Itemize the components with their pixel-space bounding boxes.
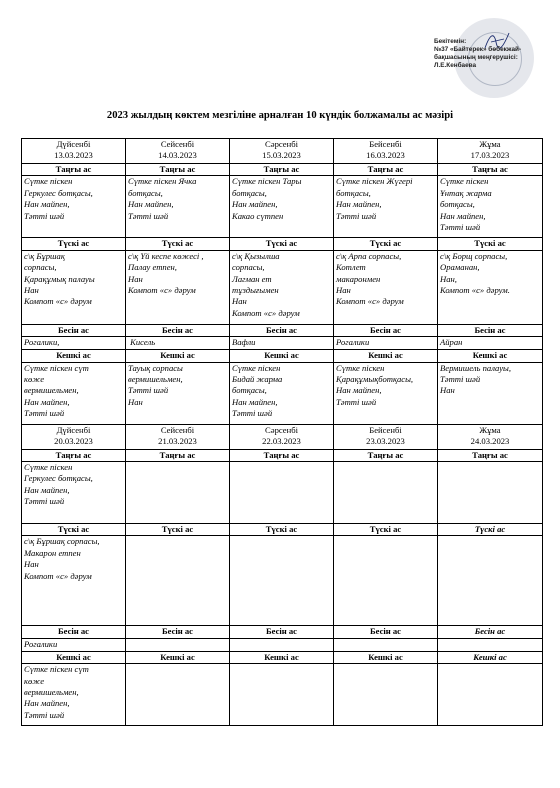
dish-line: Лагман ет	[232, 273, 272, 284]
dish-line: Тәтті шәй	[232, 408, 273, 419]
dish-line: Нан майпен,	[24, 698, 70, 709]
meal-label-row	[22, 651, 543, 663]
dish-line: Сүтке піскен	[24, 462, 73, 473]
lunch-cell	[438, 536, 543, 626]
dish-line: Сүтке піскен Тары	[232, 176, 302, 187]
dish-line: Нан майпен,	[24, 484, 70, 495]
meal-label-row	[22, 626, 543, 638]
dish-line: Геркулес ботқасы,	[24, 473, 93, 484]
dish-line: вермишельмен,	[24, 687, 79, 698]
dish-line: Тәтті шәй	[24, 496, 65, 507]
day-date: 23.03.2023	[366, 436, 405, 447]
dish-line: Нан	[336, 285, 351, 296]
lunch-label: Түскі ас	[126, 238, 230, 250]
dish-line: Ораманан,	[440, 262, 480, 273]
dish-line: Компот «с» дәрум	[128, 285, 196, 296]
day-name: Сәрсенбі	[265, 424, 298, 435]
snack-cell: Кисель	[126, 337, 230, 350]
breakfast-cell	[438, 176, 543, 238]
dish-line: макаронмен	[336, 273, 381, 284]
snack-cell	[230, 638, 334, 651]
lunch-label: Түскі ас	[230, 238, 334, 250]
snack-label: Бесін ас	[126, 626, 230, 638]
dish-line: Нан майпен,	[336, 385, 382, 396]
breakfast-label: Таңғы ас	[334, 164, 438, 176]
lunch-label: Түскі ас	[126, 524, 230, 536]
dish-line: Сүтке піскен Жүгері	[336, 176, 413, 187]
day-name: Дүйсенбі	[56, 139, 91, 149]
lunch-label: Түскі ас	[22, 524, 126, 536]
meal-label-row	[22, 238, 543, 250]
dish-line: вермишельмен,	[128, 374, 183, 385]
dish-line: Нан майпен,	[128, 199, 174, 210]
dish-line: Нан майпен,	[440, 210, 486, 221]
dinner-label: Кешкі ас	[230, 350, 334, 362]
breakfast-cell	[334, 462, 438, 524]
breakfast-cell	[126, 176, 230, 238]
dish-line: Сүтке піскен сүт	[24, 664, 89, 675]
dish-line: с\қ Бұршақ	[24, 250, 65, 261]
day-header-row	[22, 424, 543, 449]
dish-line: ботқасы,	[232, 385, 267, 396]
day-name: Жұма	[479, 424, 501, 435]
breakfast-row	[22, 176, 543, 238]
snack-label: Бесін ас	[334, 324, 438, 336]
dinner-cell	[126, 362, 230, 424]
dish-line: Тәтті шәй	[24, 408, 65, 419]
lunch-cell	[22, 536, 126, 626]
dish-line: Компот «с» дәрум	[24, 296, 92, 307]
page-title: 2023 жылдың көктем мезгіліне арналған 10 күндік болжамалы ас мәзірі	[106, 110, 454, 121]
dish-line: Тәтті шәй	[24, 709, 65, 720]
breakfast-label: Таңғы ас	[126, 449, 230, 461]
dish-line: тұздығымен	[232, 285, 279, 296]
breakfast-label: Таңғы ас	[22, 164, 126, 176]
dish-line: сорпасы,	[24, 262, 57, 273]
meal-label-row	[22, 350, 543, 362]
dish-line: ботқасы,	[440, 199, 475, 210]
day-name: Дүйсенбі	[56, 424, 91, 435]
breakfast-cell	[230, 462, 334, 524]
day-date: 21.03.2023	[158, 436, 197, 447]
breakfast-row	[22, 462, 543, 524]
day-header	[22, 424, 126, 449]
dish-line: Ұнтақ жарма	[440, 187, 492, 198]
lunch-label: Түскі ас	[438, 238, 543, 250]
snack-cell: Рогалики,	[22, 337, 126, 350]
dish-line: с\қ Бұршақ сорпасы,	[24, 536, 100, 547]
dish-line: Тәтті шәй	[336, 396, 377, 407]
dish-line: Нан майпен,	[24, 199, 70, 210]
dish-line: Нан майпен,	[336, 199, 382, 210]
approval-line: Бекітемін:	[434, 38, 467, 45]
breakfast-label: Таңғы ас	[22, 449, 126, 461]
dish-line: Какао сүтпен	[232, 210, 284, 221]
snack-cell	[438, 638, 543, 651]
dish-line: Нан	[128, 396, 143, 407]
dish-line: Тауық сорпасы	[128, 362, 183, 373]
meal-label-row	[22, 324, 543, 336]
dish-line: Сүтке піскен	[440, 176, 489, 187]
dinner-label: Кешкі ас	[334, 350, 438, 362]
dish-line: с\қ Қызылша	[232, 250, 280, 261]
day-header	[126, 424, 230, 449]
breakfast-label: Таңғы ас	[334, 449, 438, 461]
meal-label-row	[22, 449, 543, 461]
day-name: Бейсенбі	[369, 424, 402, 435]
snack-label: Бесін ас	[230, 626, 334, 638]
dish-line: көже	[24, 374, 45, 385]
snack-row	[22, 638, 543, 651]
lunch-cell	[126, 536, 230, 626]
day-date: 17.03.2023	[470, 150, 510, 161]
meal-label-row	[22, 524, 543, 536]
day-header	[22, 139, 126, 164]
dish-line: вермишельмен,	[24, 385, 79, 396]
snack-label: Бесін ас	[438, 324, 543, 336]
dish-line: Сүтке піскен	[232, 362, 281, 373]
dish-line: Компот «с» дәрум	[336, 296, 404, 307]
approval-stamp	[424, 14, 540, 96]
breakfast-label: Таңғы ас	[230, 164, 334, 176]
dinner-cell	[438, 664, 543, 726]
dish-line: Сүтке піскен сүт	[24, 362, 89, 373]
dish-line: Бидай жарма	[232, 374, 283, 385]
day-date: 13.03.2023	[54, 150, 93, 161]
dish-line: Тәтті шәй	[24, 210, 65, 221]
dish-line: Палау етпен,	[128, 262, 177, 273]
day-header	[438, 424, 543, 449]
dinner-cell	[22, 664, 126, 726]
day-header	[334, 424, 438, 449]
dinner-cell	[334, 664, 438, 726]
lunch-cell	[438, 250, 543, 324]
day-date: 16.03.2023	[366, 150, 405, 161]
lunch-label: Түскі ас	[22, 238, 126, 250]
dish-line: Компот «с» дәрум	[24, 570, 92, 581]
dish-line: Нан майпен,	[232, 396, 278, 407]
lunch-label: Түскі ас	[230, 524, 334, 536]
dish-line: Тәтті шәй	[128, 385, 169, 396]
dish-line: ботқасы,	[232, 187, 267, 198]
dish-line: Нан майпен,	[232, 199, 278, 210]
dish-line: Сүтке піскен	[336, 362, 385, 373]
dinner-cell	[230, 362, 334, 424]
day-name: Сәрсенбі	[265, 139, 298, 149]
snack-label: Бесін ас	[22, 324, 126, 336]
breakfast-cell	[438, 462, 543, 524]
lunch-label: Түскі ас	[438, 524, 543, 536]
meal-label-row	[22, 164, 543, 176]
dinner-label: Кешкі ас	[438, 350, 543, 362]
dinner-label: Кешкі ас	[126, 350, 230, 362]
dinner-row	[22, 664, 543, 726]
approval-text	[434, 38, 540, 70]
dish-line: Вермишель палауы,	[440, 362, 512, 373]
dish-line: Нан	[24, 559, 39, 570]
snack-cell: Айран	[438, 337, 543, 350]
dish-line: көже	[24, 675, 45, 686]
dish-line: Қарақұмықботқасы,	[336, 374, 414, 385]
day-name: Сейсенбі	[160, 139, 195, 149]
breakfast-label: Таңғы ас	[126, 164, 230, 176]
dish-line: Нан	[232, 296, 247, 307]
day-name: Жұма	[479, 139, 501, 149]
lunch-cell	[334, 250, 438, 324]
dinner-cell	[230, 664, 334, 726]
breakfast-label: Таңғы ас	[230, 449, 334, 461]
snack-cell: Вафли	[230, 337, 334, 350]
snack-cell	[126, 638, 230, 651]
day-header-row	[22, 139, 543, 164]
dinner-label: Кешкі ас	[126, 651, 230, 663]
day-name: Бейсенбі	[369, 139, 402, 149]
day-header	[230, 424, 334, 449]
dish-line: Тәтті шәй	[440, 374, 481, 385]
snack-label: Бесін ас	[334, 626, 438, 638]
dish-line: Тәтті шәй	[128, 210, 169, 221]
dish-line: Тәтті шәй	[440, 222, 481, 233]
dish-line: Макарон етпен	[24, 547, 81, 558]
dish-line: Нан	[440, 385, 455, 396]
dinner-label: Кешкі ас	[438, 651, 543, 663]
snack-label: Бесін ас	[126, 324, 230, 336]
dish-line: Нан майпен,	[24, 396, 70, 407]
breakfast-cell	[334, 176, 438, 238]
approval-line: №37 «Байтерек» бөбекжай-	[434, 46, 522, 53]
snack-label: Бесін ас	[438, 626, 543, 638]
dish-line: Қарақұмық палауы	[24, 273, 95, 284]
day-header	[334, 139, 438, 164]
dish-line: ботқасы,	[128, 187, 163, 198]
lunch-cell	[126, 250, 230, 324]
breakfast-cell	[126, 462, 230, 524]
day-header	[126, 139, 230, 164]
lunch-cell	[334, 536, 438, 626]
snack-label: Бесін ас	[22, 626, 126, 638]
dinner-cell	[438, 362, 543, 424]
day-date: 24.03.2023	[470, 436, 510, 447]
snack-cell: Рогалики	[334, 337, 438, 350]
dish-line: Геркулес ботқасы,	[24, 187, 93, 198]
day-date: 20.03.2023	[54, 436, 93, 447]
breakfast-label: Таңғы ас	[438, 164, 543, 176]
dish-line: Сүтке піскен Ячка	[128, 176, 197, 187]
dinner-label: Кешкі ас	[22, 651, 126, 663]
dish-line: Нан,	[440, 273, 457, 284]
day-date: 15.03.2023	[262, 150, 301, 161]
dish-line: с\қ Үй кеспе көжесі ,	[128, 250, 204, 261]
breakfast-label: Таңғы ас	[438, 449, 543, 461]
dinner-label: Кешкі ас	[230, 651, 334, 663]
dish-line: Сүтке піскен	[24, 176, 73, 187]
snack-cell	[334, 638, 438, 651]
dinner-label: Кешкі ас	[334, 651, 438, 663]
approval-line: бақшасының меңгерушісі:	[434, 54, 518, 61]
dish-line: Нан	[24, 285, 39, 296]
breakfast-cell	[22, 462, 126, 524]
dinner-cell	[22, 362, 126, 424]
approval-line: Л.Е.Кенбаева	[434, 62, 477, 69]
dinner-cell	[334, 362, 438, 424]
snack-row	[22, 337, 543, 350]
dish-line: Котлет	[336, 262, 366, 273]
dish-line: сорпасы,	[232, 262, 265, 273]
breakfast-cell	[230, 176, 334, 238]
dish-line: с\қ Арпа сорпасы,	[336, 250, 402, 261]
lunch-row	[22, 536, 543, 626]
lunch-label: Түскі ас	[334, 524, 438, 536]
day-header	[230, 139, 334, 164]
lunch-label: Түскі ас	[334, 238, 438, 250]
lunch-cell	[230, 536, 334, 626]
dinner-label: Кешкі ас	[22, 350, 126, 362]
menu-table	[21, 138, 543, 726]
dinner-cell	[126, 664, 230, 726]
lunch-cell	[22, 250, 126, 324]
day-header	[438, 139, 543, 164]
lunch-cell	[230, 250, 334, 324]
breakfast-cell	[22, 176, 126, 238]
dish-line: Компот «с» дәрум.	[440, 285, 510, 296]
lunch-row	[22, 250, 543, 324]
day-name: Сейсенбі	[160, 424, 195, 435]
dish-line: Компот «с» дәрум	[232, 307, 300, 318]
day-date: 14.03.2023	[158, 150, 197, 161]
day-date: 22.03.2023	[262, 436, 301, 447]
snack-label: Бесін ас	[230, 324, 334, 336]
dish-line: Нан	[128, 273, 143, 284]
dish-line: Тәтті шәй	[336, 210, 377, 221]
dish-line: ботқасы,	[336, 187, 371, 198]
snack-cell: Рогалики	[22, 638, 126, 651]
dinner-row	[22, 362, 543, 424]
dish-line: с\қ Борщ сорпасы,	[440, 250, 508, 261]
